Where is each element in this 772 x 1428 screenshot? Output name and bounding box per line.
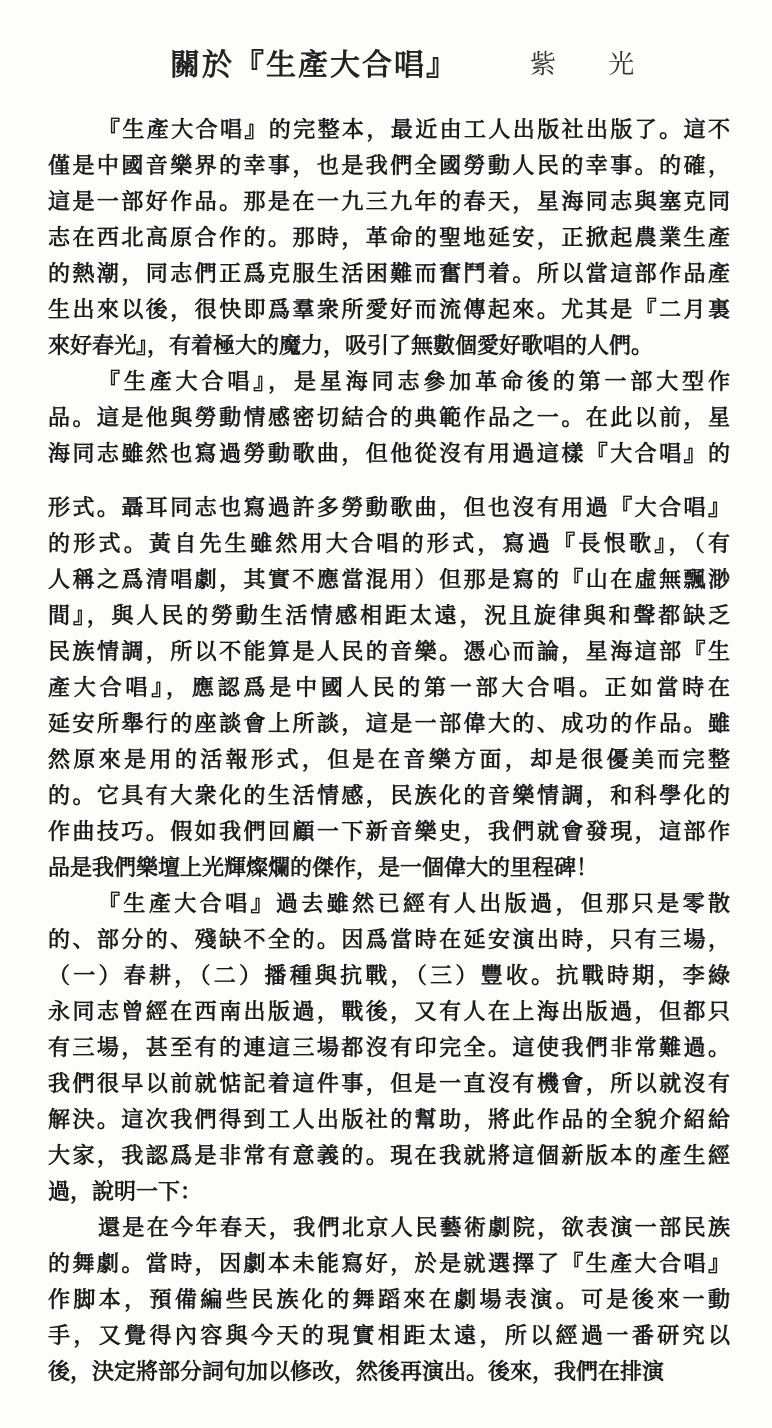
- text-line: 僅是中國音樂界的幸事，也是我們全國勞動人民的幸事。的確，: [48, 153, 730, 179]
- text-line: 的、部分的、殘缺不全的。因爲當時在延安演出時，只有三場，: [48, 927, 730, 953]
- text-line: 作脚本，預備編些民族化的舞蹈來在劇場表演。可是後來一動: [48, 1287, 730, 1313]
- text-line: 的舞劇。當時，因劇本未能寫好，於是就選擇了『生產大合唱』: [48, 1251, 730, 1277]
- text-line: 作曲技巧。假如我們回顧一下新音樂史，我們就會發現，這部作: [48, 819, 730, 845]
- article-title: 關於『生產大合唱』: [170, 48, 458, 83]
- text-line: 人稱之爲清唱劇，其實不應當混用）但那是寫的『山在虛無飄渺: [48, 567, 730, 593]
- text-line: 然原來是用的活報形式，但是在音樂方面，却是很優美而完整: [48, 747, 730, 773]
- text-line: 品。這是他與勞動情感密切結合的典範作品之一。在此以前，星: [48, 405, 730, 431]
- text-line: 形式。聶耳同志也寫過許多勞動歌曲，但也沒有用過『大合唱』: [48, 495, 730, 521]
- text-line: 生出來以後，很快即爲羣衆所愛好而流傳起來。尤其是『二月裏: [48, 297, 730, 323]
- text-line: 間』，與人民的勞動生活情感相距太遠，況且旋律與和聲都缺乏: [48, 603, 730, 629]
- text-line: 解決。這次我們得到工人出版社的幫助，將此作品的全貌介紹給: [48, 1107, 730, 1133]
- paragraph: [48, 1210, 730, 1390]
- text-line: 產大合唱』，應認爲是中國人民的第一部大合唱。正如當時在: [48, 675, 730, 701]
- text-line: 後，決定將部分詞句加以修改，然後再演出。後來，我們在排演: [48, 1359, 665, 1385]
- text-line: 民族情調，所以不能算是人民的音樂。憑心而論，星海這部『生: [48, 639, 730, 665]
- text-line: 的形式。黃自先生雖然用大合唱的形式，寫過『長恨歌』，（有: [48, 531, 730, 557]
- article-author: 紫 光: [530, 50, 657, 80]
- paragraph: [48, 112, 730, 364]
- text-line: 手，又覺得內容與今天的現實相距太遠，所以經過一番研究以: [48, 1323, 730, 1349]
- text-line: 我們很早以前就惦記着這件事，但是一直沒有機會，所以就沒有: [48, 1071, 730, 1097]
- text-line: 過，說明一下：: [48, 1179, 203, 1205]
- text-line: 的熱潮，同志們正爲克服生活困難而奮鬥着。所以當這部作品產: [48, 261, 730, 287]
- paragraph: [48, 364, 730, 472]
- text-line: 大家，我認爲是非常有意義的。現在我就將這個新版本的產生經: [48, 1143, 730, 1169]
- text-line: 品是我們樂壇上光輝燦爛的傑作，是一個偉大的里程碑！: [48, 855, 599, 881]
- text-line: 海同志雖然也寫過勞動歌曲，但他從沒有用過這樣『大合唱』的: [48, 441, 730, 467]
- paragraph: [48, 490, 730, 886]
- paragraph: [48, 886, 730, 1210]
- text-line: 『生產大合唱』過去雖然已經有人出版過，但那只是零散: [98, 891, 730, 917]
- text-line: 志在西北高原合作的。那時，革命的聖地延安，正掀起農業生產: [48, 225, 730, 251]
- text-line: 『生產大合唱』，是星海同志參加革命後的第一部大型作: [98, 369, 730, 395]
- text-line: 還是在今年春天，我們北京人民藝術劇院，欲表演一部民族: [98, 1215, 730, 1241]
- text-line: 來好春光』，有着極大的魔力，吸引了無數個愛好歌唱的人們。: [48, 333, 654, 359]
- text-line: 『生產大合唱』的完整本，最近由工人出版社出版了。這不: [98, 117, 730, 143]
- text-line: （一）春耕，（二）播種與抗戰，（三）豐收。抗戰時期，李綠: [48, 963, 730, 989]
- text-line: 延安所舉行的座談會上所談，這是一部偉大的、成功的作品。雖: [48, 711, 730, 737]
- text-line: 的。它具有大衆化的生活情感，民族化的音樂情調，和科學化的: [48, 783, 730, 809]
- text-line: 這是一部好作品。那是在一九三九年的春天，星海同志與塞克同: [48, 189, 730, 215]
- text-line: 有三場，甚至有的連這三場都沒有印完全。這使我們非常難過。: [48, 1035, 730, 1061]
- text-line: 永同志曾經在西南出版過，戰後，又有人在上海出版過，但都只: [48, 999, 730, 1025]
